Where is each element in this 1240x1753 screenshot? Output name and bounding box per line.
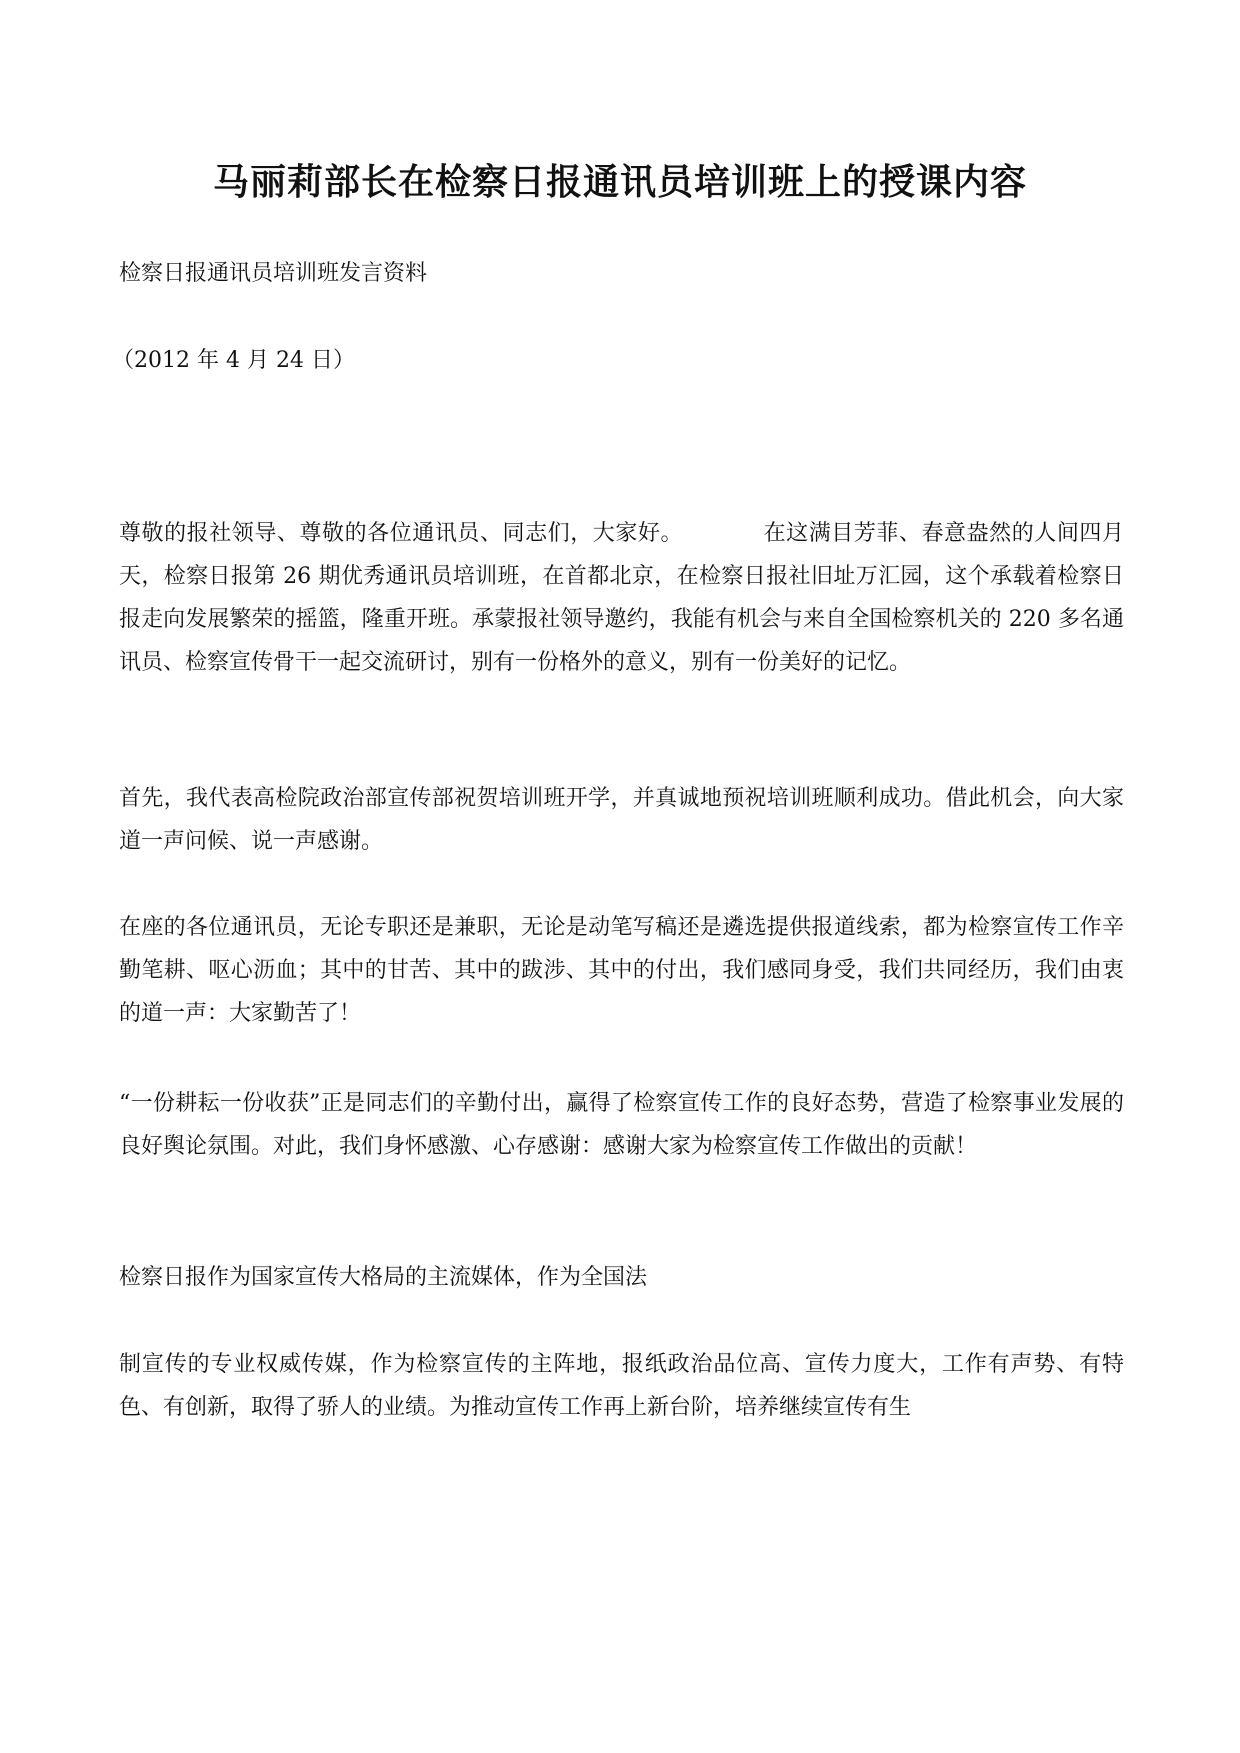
paragraph-4: “一份耕耘一份收获”正是同志们的辛勤付出，赢得了检察宣传工作的良好态势，营造了检察事业发展的良好舆论氛围。对此，我们身怀感激、心存感谢：感谢大家为检察宣传工作做出的贡献！ [119, 1091, 1124, 1159]
paragraph-5: 检察日报作为国家宣传大格局的主流媒体，作为全国法 [119, 1265, 648, 1290]
page-title: 马丽莉部长在检察日报通讯员培训班上的授课内容 [212, 162, 1027, 203]
paragraph-3: 在座的各位通讯员，无论专职还是兼职，无论是动笔写稿还是遴选提供报道线索，都为检察宣传工作辛勤笔耕、呕心沥血；其中的甘苦、其中的跋涉、其中的付出，我们感同身受，我们共同经历，我们由衷的道一声：大家勤苦了！ [119, 915, 1124, 1026]
greeting-text: 尊敬的报社领导、尊敬的各位通讯员、同志们，大家好。 [119, 521, 684, 546]
paragraph-1-text: 在这满目芳菲、春意盎然的人间四月天，检察日报第 26 期优秀通讯员培训班，在首都北京，在检察日报社旧址万汇园，这个承载着检察日报走向发展繁荣的摇篮，隆重开班。承蒙报社领导邀约，我能有机会与来自全国检察机关的 220 多名通讯员、检察宣传骨干一起交流研讨，别有一份格外的意义，别有一份美好的记忆。 [119, 521, 1124, 675]
paragraph-2: 首先，我代表高检院政治部宣传部祝贺培训班开学，并真诚地预祝培训班顺利成功。借此机会，向大家道一声问候、说一声感谢。 [119, 786, 1124, 854]
document-date: （2012 年 4 月 24 日） [112, 348, 355, 373]
paragraph-1 [119, 512, 1124, 684]
paragraph-6: 制宣传的专业权威传媒，作为检察宣传的主阵地，报纸政治品位高、宣传力度大，工作有声势、有特色、有创新，取得了骄人的业绩。为推动宣传工作再上新台阶，培养继续宣传有生 [119, 1352, 1124, 1420]
document-subtitle: 检察日报通讯员培训班发言资料 [119, 261, 428, 286]
